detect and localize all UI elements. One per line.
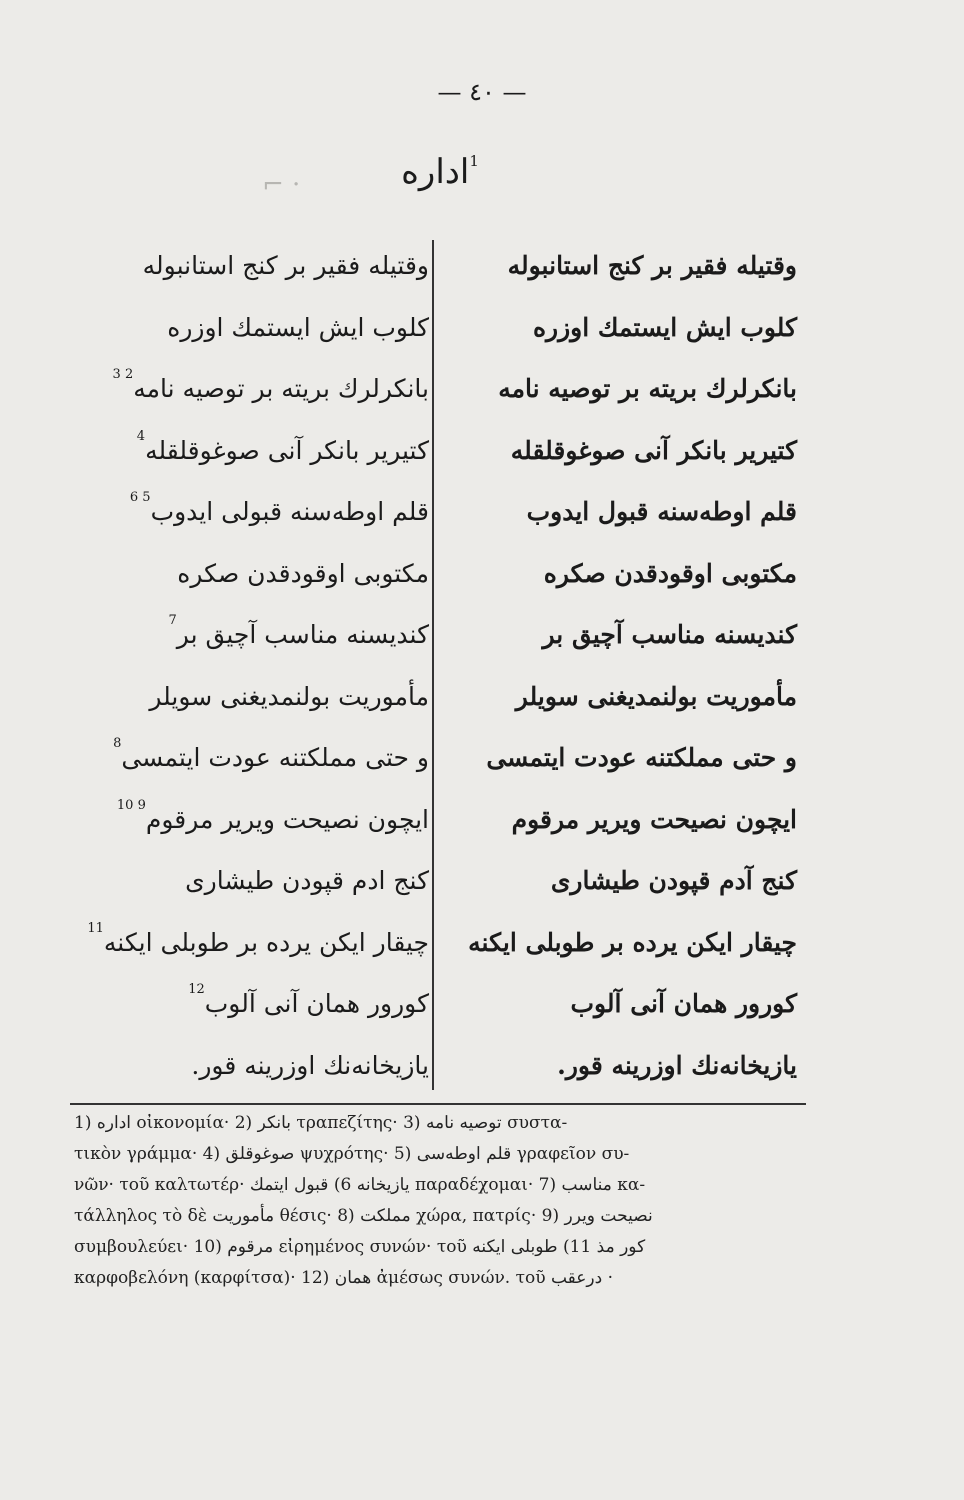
handwritten-line: وقتيله فقير بر كنج استانبوله — [507, 251, 797, 280]
printed-text-column — [84, 235, 429, 1096]
printed-line: وقتيله فقير بر كنج استانبوله — [142, 251, 429, 280]
column-divider — [432, 240, 434, 1090]
printed-line: كورور همان آنى آلوب$^{12}$ — [188, 982, 429, 1018]
handwritten-line: ايچون نصيحت ويرير مرقوم — [511, 804, 797, 834]
printed-line: مأموريت بولنمديغنى سويلر — [149, 681, 429, 711]
handwritten-line: كنديسنه مناسب آچيق بر — [542, 620, 797, 649]
printed-line: كلوب ايش ايستمك اوزره — [167, 312, 429, 342]
handwritten-line: كنج آدم قپودن طيشارى — [550, 866, 797, 895]
handwritten-line: كورور همان آنى آلوب — [570, 989, 797, 1018]
page-number: — ٤٠ — — [437, 78, 527, 106]
printed-line: ايچون نصيحت ويرير مرقوم$^{9 10}$ — [116, 797, 429, 834]
section-title — [380, 152, 500, 192]
handwritten-line: كلوب ايش ايستمك اوزره — [532, 312, 797, 342]
printed-line: يازيخانه‌نك اوزرينه قور. — [191, 1050, 429, 1080]
handwritten-line: مأموريت بولنمديغنى سويلر — [515, 681, 797, 711]
printed-line: كتيرير بانكر آنى صوغوقلقله$^4$ — [136, 428, 429, 465]
printed-line: بانكرلرك بريته بر توصيه نامه$^{2 3}$ — [112, 367, 429, 403]
footnote-rule — [70, 1103, 806, 1105]
printed-line: مكتوبى اوقودقدن صكره — [177, 558, 429, 588]
handwritten-line: قلم اوطه‌سنه قبول ايدوب — [526, 497, 797, 526]
handwritten-line: چيقار ايكن يرده بر طوبلى ايكنه — [468, 927, 797, 957]
footnote-line: νῶν· τοῦ καλτωτέρ· يازيخانه 6) قبول ايتمك παραδέχομαι· 7) مناسب κα- — [74, 1175, 646, 1195]
handwritten-text-column — [452, 235, 797, 1096]
printed-line: و حتى مملكتنه عودت ايتمسى$^8$ — [113, 736, 429, 772]
title-footnote-marker: 1 — [469, 152, 479, 170]
title-text: اداره — [401, 152, 470, 192]
handwritten-line: مكتوبى اوقودقدن صكره — [543, 558, 797, 588]
pencil-mark: ⌐ · — [262, 170, 301, 200]
footnotes — [74, 1108, 794, 1294]
footnote-line: 1) اداره οἰκονομία· 2) بانكر τραπεζίτης· 3) توصيه نامه συστα- — [74, 1113, 568, 1133]
footnote-line: τάλληλος τὸ δὲ مأموريت θέσις· 8) مملكت χώρα, πατρίς· 9) نصيحت ويرر — [74, 1206, 653, 1226]
handwritten-line: بانكرلرك بريته بر توصيه نامه — [498, 374, 797, 403]
printed-line: چيقار ايكن يرده بر طوبلى ايكنه$^{11}$ — [87, 920, 429, 957]
handwritten-line: يازيخانه‌نك اوزرينه قور. — [557, 1050, 797, 1080]
printed-line: كنج ادم قپودن طيشارى — [185, 866, 429, 895]
footnote-line: καρφοβελόνη (καρφίτσα)· 12) همان ἀμέσως συνών. τοῦ درعقب · — [74, 1268, 613, 1288]
handwritten-line: كتيرير بانكر آنى صوغوقلقله — [510, 435, 797, 465]
printed-line: كنديسنه مناسب آچيق بر$^7$ — [168, 613, 429, 649]
printed-line: قلم اوطه‌سنه قبولى ايدوب$^{5 6}$ — [129, 490, 429, 526]
footnote-line: τικὸν γράμμα· 4) صوغوقلق ψυχρότης· 5) قلم اوطه‌سى γραφεῖον συ- — [74, 1144, 630, 1164]
footnote-line: συμβουλεύει· 10) مرقوم εἰρημένος συνών· τοῦ كور مذ 11) طوبلى ايكنه — [74, 1237, 646, 1257]
handwritten-line: و حتى مملكتنه عودت ايتمسى — [486, 743, 797, 772]
